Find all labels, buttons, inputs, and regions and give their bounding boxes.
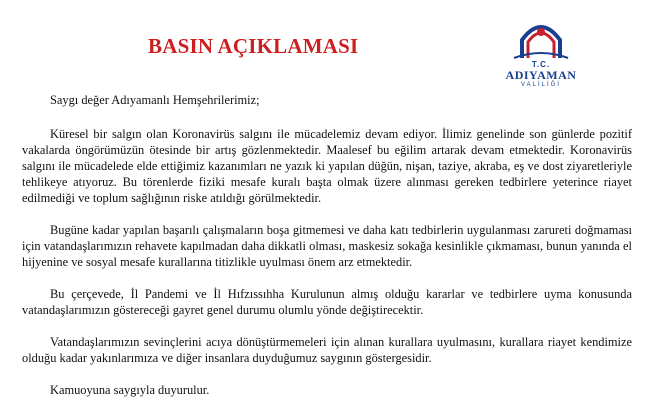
crescent-arch-icon [500, 10, 582, 62]
paragraph-2: Bugüne kadar yapılan başarılı çalışmaların boşa gitmemesi ve daha katı tedbirlerin uygulanması zarureti doğmaması için vatandaşlarımızın rehavete kapılmadan daha dikkatli olması, maskesiz sokağa kesinlikle çıkmaması, bunun yanında el hijyenine ve sosyal mesafe kurallarına titizlikle uyulması önem arz etmektedir. [22, 223, 632, 269]
logo-subtitle-label: VALİLİĞİ [521, 82, 561, 88]
statement-body [22, 92, 632, 398]
logo-name-label: ADIYAMAN [505, 68, 577, 82]
paragraph-4: Vatandaşlarımızın sevinçlerini acıya dönüştürmemeleri için alınan kurallara uyulmasını, kurallara riayet kendimize olduğu kadar yakınlarımıza ve diğer insanlara duyduğumuz saygının göstergesidir. [22, 335, 632, 365]
greeting-line: Saygı değer Adıyamanlı Hemşehrilerimiz; [50, 93, 260, 107]
paragraph-3: Bu çerçevede, İl Pandemi ve İl Hıfzıssıhha Kurulunun almış olduğu kararlar ve tedbirlere uyma konusunda vatandaşlarımızın göstereceği gayret genel durumu olumlu yönde değiştirecektir. [22, 287, 632, 317]
closing-line: Kamuoyuna saygıyla duyurulur. [50, 383, 210, 397]
paragraph-1: Küresel bir salgın olan Koronavirüs salgını ile mücadelemiz devam ediyor. İlimiz genelinde son günlerde pozitif vakalarda öngörümüzün ötesinde bir artış gözlenmektedir. Maalesef bu eğilim artarak devam etmektedir. Koronavirüs salgını ile mücadelede elde ettiğimiz kazanımları ne yazık ki yapılan düğün, nişan, taziye, akraba, eş ve dost ziyaretleriyle tehlikeye atıyoruz. Bu törenlerde fiziki mesafe kuralı başta olmak üzere alınması gereken tedbirlere yeterince riayet edilmediği ve toplum sağlığının riske atıldığı görülmektedir. [22, 127, 632, 205]
governorship-logo [500, 10, 582, 90]
logo-tc-label: T.C. [531, 60, 551, 69]
document-title: BASIN AÇIKLAMASI [148, 34, 359, 58]
